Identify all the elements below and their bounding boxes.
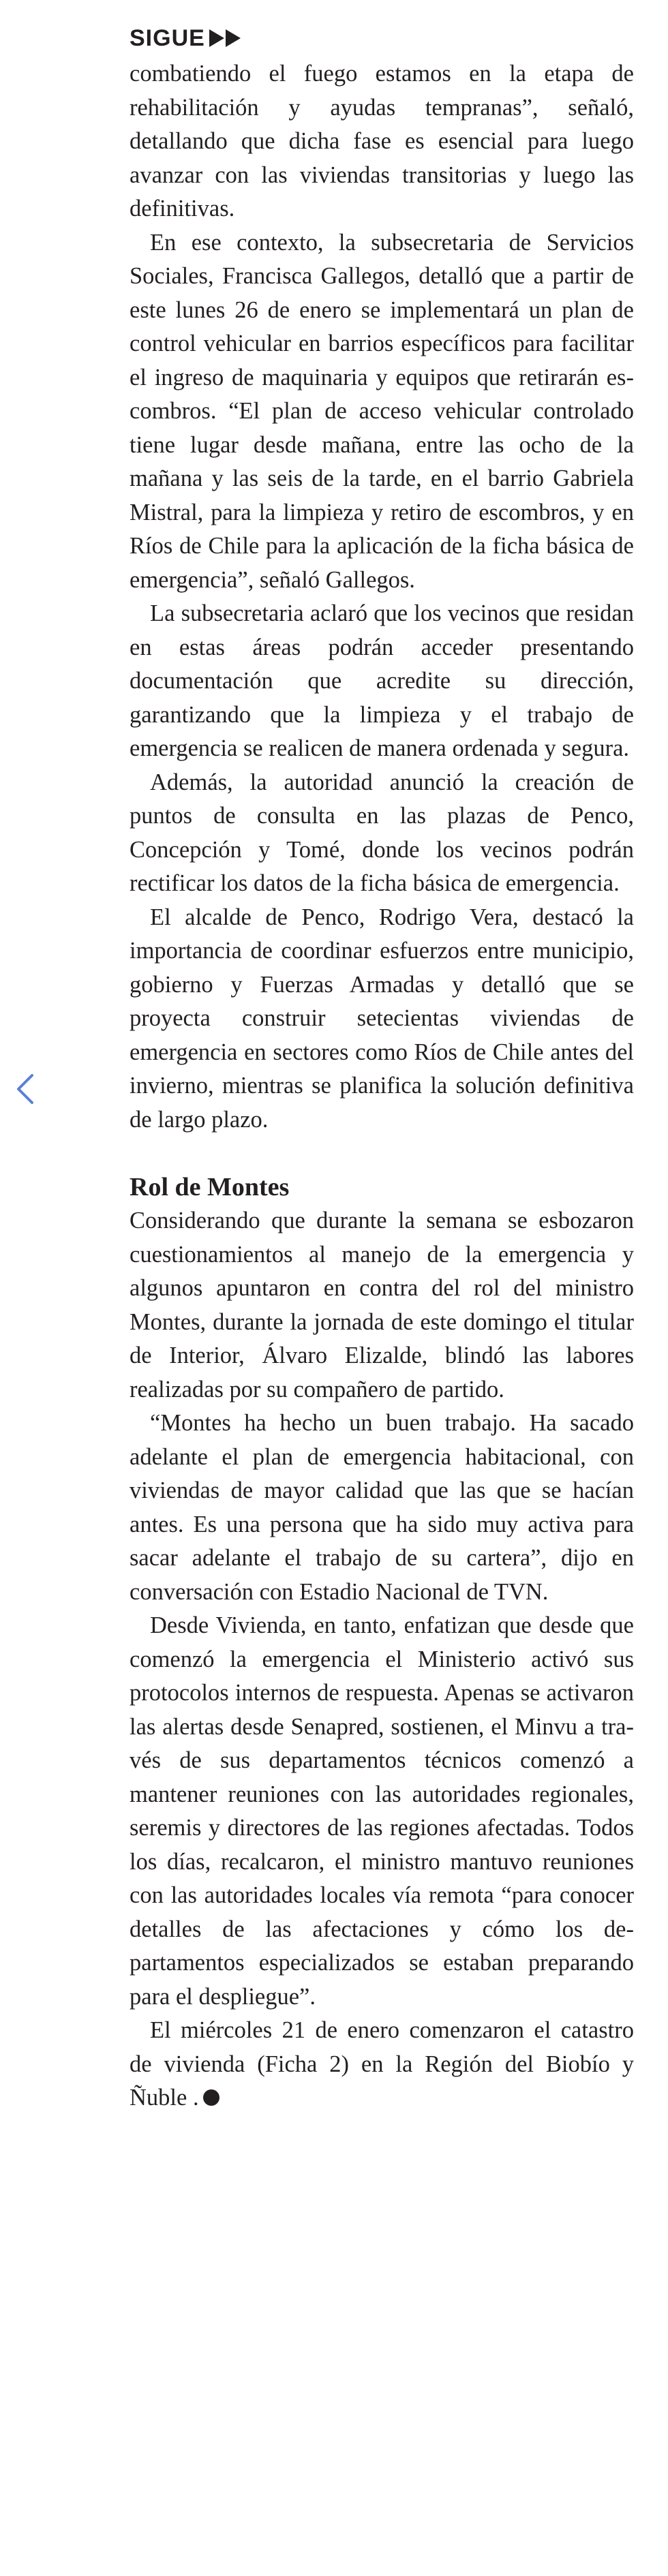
paragraph: combatiendo el fuego estamos en la etapa de rehabilitación y ayudas tempranas”, señaló, detallando que dicha fase es esencial para luego avanzar con las viviendas transitorias y luego las definitivas. [130,61,634,221]
paragraph: En ese contexto, la subsecretaria de Servicios Sociales, Francisca Gallegos, detalló que a partir de este lunes 26 de enero se implementará un plan de control vehicular en barrios específicos para facilitar el ingreso de maquinaria y equipos que retirarán escombros. “El plan de acceso vehicular controlado tiene lugar desde mañana, entre las ocho de la mañana y las seis de la tarde, en el barrio Gabriela Mistral, para la limpieza y retiro de escombros, y en Ríos de Chile para la aplicación de la ficha básica de emergencia”, señaló Gallegos. [130,229,634,593]
paragraph: Considerando que durante la semana se esbozaron cuestionamientos al manejo de la emergencia y algunos apuntaron en contra del rol del ministro Montes, durante la jornada de este domingo el titular de Interior, Álvaro Elizalde, blindó las labores realizadas por su compañero de partido. [130,1208,634,1402]
paragraph: El alcalde de Penco, Rodrigo Vera, destacó la importancia de coordinar esfuerzos entre municipio, gobierno y Fuerzas Armadas y detalló que se proyecta construir setecientas viviendas de emergencia en sectores como Ríos de Chile antes del invierno, mientras se planifica la solución definitiva de largo plazo. [130,904,634,1133]
article-column [130,20,634,2115]
back-button[interactable] [10,1069,40,1109]
paragraph [130,2014,634,2115]
paragraph: Además, la autoridad anunció la creación de puntos de consulta en las plazas de Penco, Concepción y Tomé, donde los vecinos podrán rectificar los datos de la ficha básica de emergencia. [130,769,634,896]
paragraph: La subsecretaria aclaró que los vecinos que residan en estas áreas podrán acceder presentando documentación que acredite su dirección, garantizando que la limpieza y el trabajo de emergencia se realicen de manera ordenada y segura. [130,600,634,761]
continuation-marker [130,20,634,56]
article-body-section-1 [130,57,634,1137]
article-body-section-2 [130,1204,634,2115]
section-heading: Rol de Montes [130,1173,290,1201]
final-paragraph-text: El miércoles 21 de enero comenzaron el catastro de vivienda (Ficha 2) en la Región del Biobío y Ñuble . [130,2017,634,2111]
paragraph: “Montes ha hecho un buen trabajo. Ha sacado adelante el plan de emergencia habitacional, con viviendas de mayor calidad que las que se hacían antes. Es una persona que ha sido muy activa para sacar adelante el trabajo de su cartera”, dijo en conversación con Estadio Nacional de TVN. [130,1410,634,1605]
paragraph: Desde Vivienda, en tanto, enfatizan que desde que comenzó la emergencia el Ministerio activó sus protocolos internos de respuesta. Apenas se activaron las alertas desde Senapred, sostienen, el Minvu a través de sus departamentos técnicos comenzó a mantener reuniones con las autoridades regionales, seremis y directores de las regiones afectadas. Todos los días, recalcaron, el ministro mantuvo reuniones con las autoridades locales vía remota “para conocer detalles de las afectaciones y cómo los departamentos especializados se estaban preparando para el despliegue”. [130,1612,634,2010]
chevron-left-icon [14,1073,35,1105]
double-right-triangle-icon [209,29,242,47]
continuation-label: SIGUE [130,25,205,51]
end-of-article-dot-icon [203,2089,219,2106]
